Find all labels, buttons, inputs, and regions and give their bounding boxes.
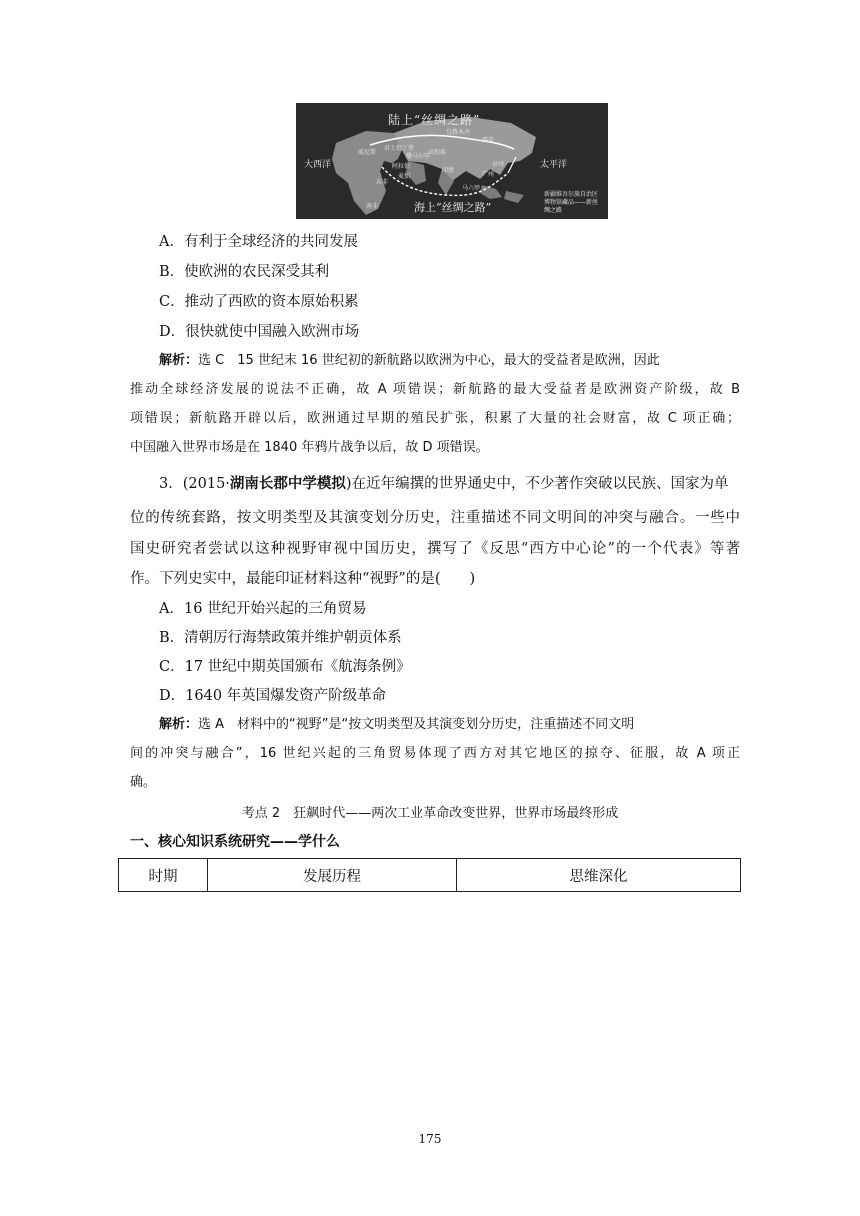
question-source-open: (2015· bbox=[182, 476, 230, 492]
option-letter: A． bbox=[159, 234, 184, 250]
table-header-cell: 思维深化 bbox=[457, 859, 741, 892]
map-label: 马六甲 bbox=[462, 185, 481, 192]
section-heading: 一、核心知识系统研究——学什么 bbox=[130, 834, 340, 850]
question-text: )在近年编撰的世界通史中，不少著作突破以民族、国家为单 bbox=[345, 476, 729, 492]
map-note: 新疆维吾尔族自治区博物馆藏品——新丝绸之路 bbox=[544, 191, 599, 214]
map-ocean-pacific: 太平洋 bbox=[540, 160, 568, 170]
analysis-q3-line: 确。 bbox=[130, 775, 157, 790]
option-q3-b bbox=[159, 628, 769, 648]
option-letter: B． bbox=[159, 264, 185, 280]
page-number: 175 bbox=[418, 1132, 442, 1146]
option-letter: D． bbox=[159, 324, 186, 340]
option-q3-a bbox=[159, 599, 769, 619]
analysis-q3-line bbox=[159, 715, 740, 735]
option-text: 推动了西欧的资本原始积累 bbox=[184, 294, 359, 310]
option-text: 很快就使中国融入欧洲市场 bbox=[185, 324, 360, 340]
option-q3-c bbox=[159, 657, 769, 677]
map-sea-route-label: 海上“丝绸之路” bbox=[414, 201, 492, 214]
map-label: 泉州 bbox=[492, 161, 505, 168]
question-source-name: 湖南长郡中学模拟 bbox=[229, 476, 346, 492]
map-label: 阿拉伯 bbox=[392, 163, 411, 170]
question-3-line: 位的传统套路，按文明类型及其演变划分历史，注重描述不同文明间的冲突与融合。一些中 bbox=[130, 510, 740, 526]
map-label: 西安 bbox=[482, 137, 495, 144]
map-label: 麦加 bbox=[398, 173, 411, 180]
analysis-q2-line: 中国融入世界市场是在 1840 年鸦片战争以后，故 D 项错误。 bbox=[130, 440, 489, 455]
option-q2-d bbox=[159, 322, 769, 342]
map-label: 君士坦丁堡 bbox=[384, 145, 415, 152]
map-title: 陆上“丝绸之路” bbox=[388, 113, 481, 127]
option-text: 有利于全球经济的共同发展 bbox=[183, 234, 358, 250]
table-header-cell: 发展历程 bbox=[208, 859, 457, 892]
silk-road-map bbox=[296, 103, 608, 219]
map-label: 高加索 bbox=[428, 149, 447, 156]
knowledge-table bbox=[118, 858, 741, 892]
map-label: 乌鲁木齐 bbox=[446, 129, 471, 136]
map-label: 印度 bbox=[442, 167, 455, 174]
map-ocean-atlantic: 大西洋 bbox=[304, 160, 332, 170]
analysis-label: 解析： bbox=[159, 353, 199, 368]
kaodian-heading: 考点 2 狂飙时代——两次工业革命改变世界，世界市场最终形成 bbox=[241, 806, 619, 821]
option-text: 1640 年英国爆发资产阶级革命 bbox=[185, 688, 387, 704]
option-q3-d bbox=[159, 686, 769, 706]
option-q2-c bbox=[159, 292, 769, 312]
option-q2-b bbox=[159, 262, 769, 282]
question-3-line: 作。下列史实中，最能印证材料这种“视野”的是( ) bbox=[130, 571, 476, 587]
option-text: 清朝厉行海禁政策并维护朝贡体系 bbox=[184, 630, 402, 646]
table-header-row bbox=[119, 859, 741, 892]
option-letter: C． bbox=[159, 659, 185, 675]
analysis-q2-line bbox=[159, 351, 740, 371]
map-label: 威尼斯 bbox=[358, 149, 377, 156]
analysis-q2-line: 推动全球经济发展的说法不正确，故 A 项错误；新航路的最大受益者是欧洲资产阶级，故 B bbox=[130, 382, 740, 397]
analysis-text: 选 A 材料中的“视野”是“按文明类型及其演变划分历史，注重描述不同文明 bbox=[198, 717, 635, 732]
map-label: 广州 bbox=[482, 171, 495, 178]
map-label: 东非 bbox=[376, 179, 389, 186]
option-q2-a bbox=[159, 232, 769, 252]
option-text: 使欧洲的农民深受其利 bbox=[184, 264, 330, 280]
option-text: 17 世纪中期英国颁布《航海条例》 bbox=[184, 659, 411, 675]
analysis-q3-line: 间的冲突与融合”，16 世纪兴起的三角贸易体现了西方对其它地区的掠夺、征服，故 A 项正 bbox=[130, 746, 740, 761]
option-letter: B． bbox=[159, 630, 185, 646]
analysis-q2-line: 项错误；新航路开辟以后，欧洲通过早期的殖民扩张，积累了大量的社会财富，故 C 项正确； bbox=[130, 411, 740, 426]
option-letter: C． bbox=[159, 294, 185, 310]
analysis-label: 解析： bbox=[159, 717, 199, 732]
option-text: 16 世纪开始兴起的三角贸易 bbox=[183, 601, 367, 617]
option-letter: A． bbox=[159, 601, 184, 617]
analysis-text: 选 C 15 世纪末 16 世纪初的新航路以欧洲为中心，最大的受益者是欧洲，因此 bbox=[198, 353, 660, 368]
option-letter: D． bbox=[159, 688, 186, 704]
map-label: 撒马尔罕 bbox=[406, 153, 431, 160]
question-3-line bbox=[159, 474, 740, 494]
map-label: 南非 bbox=[366, 203, 379, 210]
question-3-line: 国史研究者尝试以这种视野审视中国历史，撰写了《反思“西方中心论”的一个代表》等著 bbox=[130, 541, 740, 557]
table-header-cell: 时期 bbox=[119, 859, 208, 892]
question-number: 3． bbox=[159, 476, 183, 492]
